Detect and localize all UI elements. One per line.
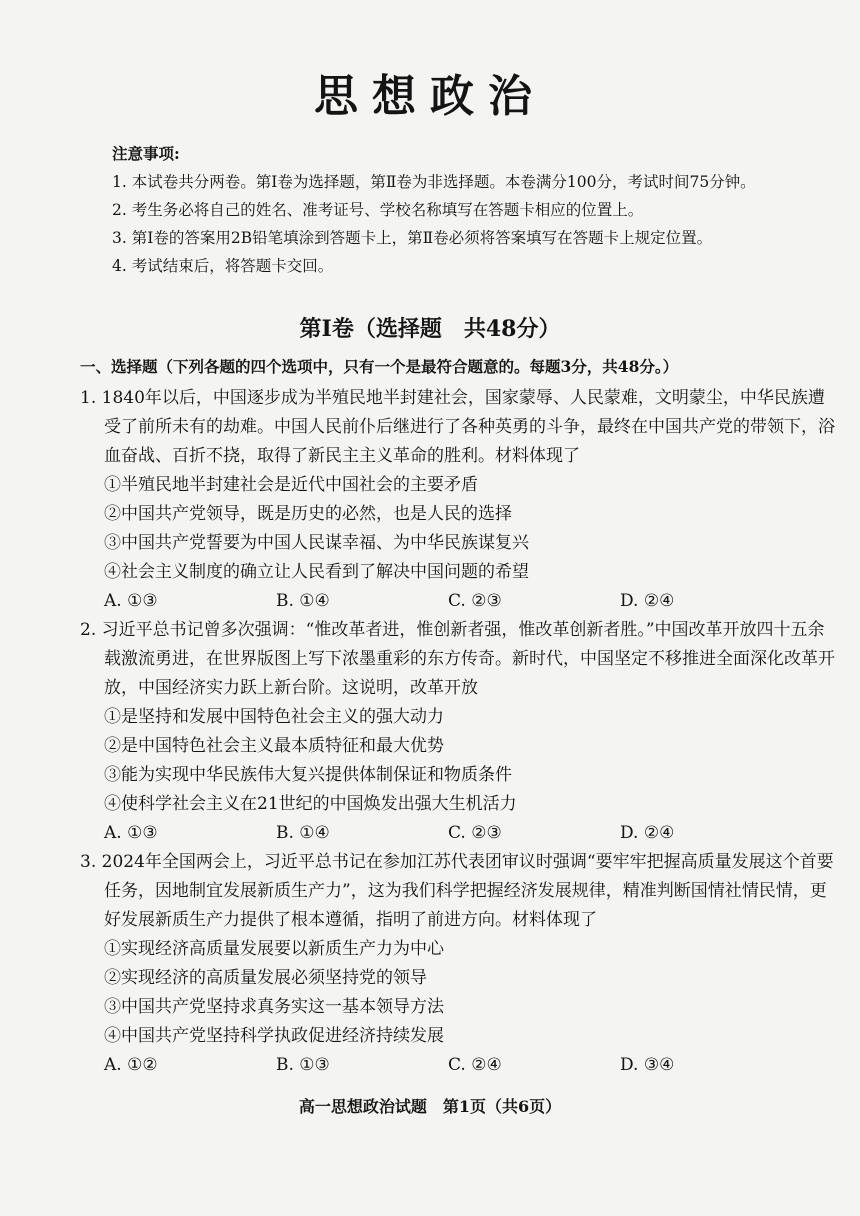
- page-footer: 高一思想政治试题 第1页（共6页）: [298, 1097, 562, 1116]
- choice-c: C. ②④: [448, 1055, 502, 1075]
- question-option: ③中国共产党誓要为中国人民谋幸福、为中华民族谋复兴: [104, 533, 529, 553]
- choice-d: D. ③④: [620, 1055, 675, 1075]
- choice-b: B. ①③: [276, 1055, 330, 1075]
- choice-a: A. ①③: [104, 591, 158, 611]
- notes-block: [80, 140, 820, 280]
- note-item: 1. 本试卷共分两卷。第Ⅰ卷为选择题，第Ⅱ卷为非选择题。本卷满分100分，考试时间75分钟。: [112, 173, 756, 191]
- answer-choices: [80, 587, 840, 616]
- question-option: ②是中国特色社会主义最本质特征和最大优势: [104, 736, 444, 756]
- question-stem: 3. 2024年全国两会上，习近平总书记在参加江苏代表团审议时强调“要牢牢把握高质量发展这个首要任务，因地制宜发展新质生产力”，这为我们科学把握经济发展规律，精准判断国情社情民情，更好发展新质生产力提供了根本遵循，指明了前进方向。材料体现了: [80, 852, 834, 930]
- question-1: [80, 384, 840, 616]
- answer-choices: [80, 819, 840, 848]
- choice-c: C. ②③: [448, 591, 502, 611]
- notes-heading: 注意事项:: [112, 144, 180, 163]
- question-option: ①半殖民地半封建社会是近代中国社会的主要矛盾: [104, 475, 478, 495]
- choice-c: C. ②③: [448, 823, 502, 843]
- question-option: ③能为实现中华民族伟大复兴提供体制保证和物质条件: [104, 765, 512, 785]
- question-2: [80, 616, 840, 848]
- question-stem: 1. 1840年以后，中国逐步成为半殖民地半封建社会，国家蒙辱、人民蒙难，文明蒙尘，中华民族遭受了前所未有的劫难。中国人民前仆后继进行了各种英勇的斗争，最终在中国共产党的带领下，浴血奋战、百折不挠，取得了新民主主义革命的胜利。材料体现了: [80, 388, 835, 466]
- question-option: ①实现经济高质量发展要以新质生产力为中心: [104, 939, 444, 959]
- choice-d: D. ②④: [620, 823, 675, 843]
- note-item: 4. 考试结束后，将答题卡交回。: [112, 257, 334, 275]
- answer-choices: [80, 1051, 840, 1080]
- question-option: ①是坚持和发展中国特色社会主义的强大动力: [104, 707, 444, 727]
- question-3: [80, 848, 840, 1080]
- question-option: ④使科学社会主义在21世纪的中国焕发出强大生机活力: [104, 794, 517, 814]
- note-item: 2. 考生务必将自己的姓名、准考证号、学校名称填写在答题卡相应的位置上。: [112, 201, 644, 219]
- question-option: ④社会主义制度的确立让人民看到了解决中国问题的希望: [104, 562, 529, 582]
- question-option: ④中国共产党坚持科学执政促进经济持续发展: [104, 1026, 444, 1046]
- question-option: ③中国共产党坚持求真务实这一基本领导方法: [104, 997, 444, 1017]
- question-stem: 2. 习近平总书记曾多次强调：“惟改革者进，惟创新者强，惟改革创新者胜。”中国改革开放四十五余载激流勇进，在世界版图上写下浓墨重彩的东方传奇。新时代，中国坚定不移推进全面深化改革开放，中国经济实力跃上新台阶。这说明，改革开放: [80, 620, 835, 698]
- note-item: 3. 第Ⅰ卷的答案用2B铅笔填涂到答题卡上，第Ⅱ卷必须将答案填写在答题卡上规定位置。: [112, 229, 713, 247]
- choice-a: A. ①②: [104, 1055, 158, 1075]
- question-option: ②实现经济的高质量发展必须坚持党的领导: [104, 968, 427, 988]
- page-title: 思想政治: [314, 71, 546, 122]
- choice-a: A. ①③: [104, 823, 158, 843]
- choice-d: D. ②④: [620, 591, 675, 611]
- choice-b: B. ①④: [276, 823, 330, 843]
- choice-b: B. ①④: [276, 591, 330, 611]
- section-instruction: 一、选择题（下列各题的四个选项中，只有一个是最符合题意的。每题3分，共48分。）: [80, 357, 679, 376]
- section-title: 第Ⅰ卷（选择题 共48分）: [299, 316, 561, 342]
- question-option: ②中国共产党领导，既是历史的必然，也是人民的选择: [104, 504, 512, 524]
